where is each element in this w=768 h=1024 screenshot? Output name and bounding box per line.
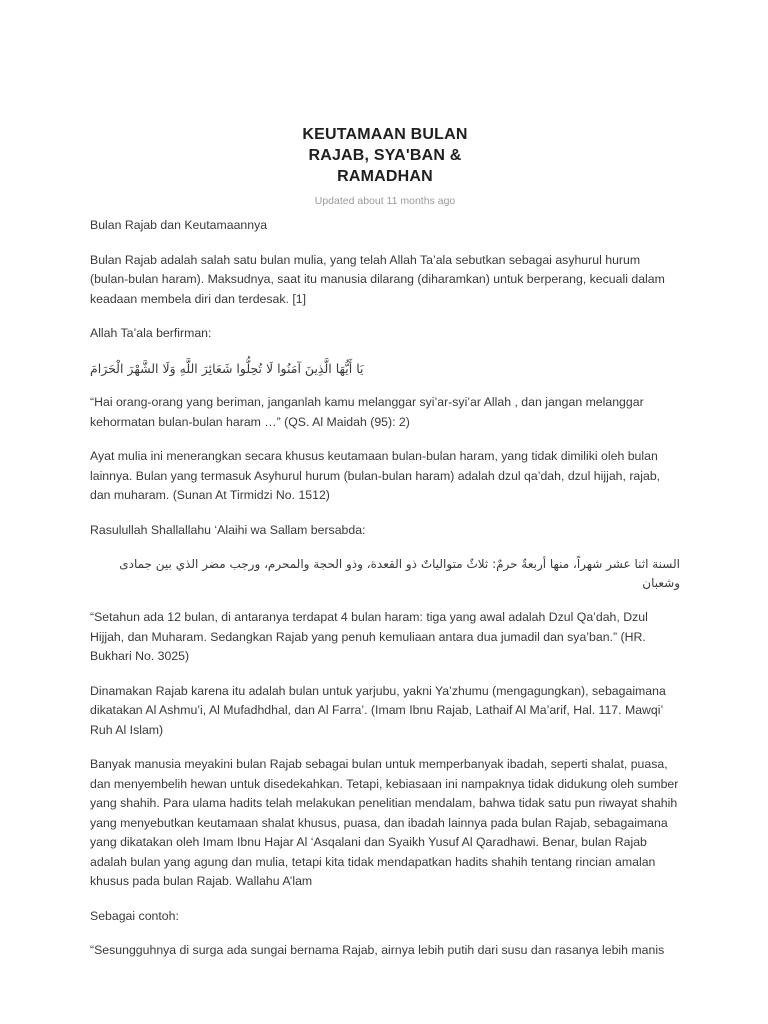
paragraph-naming: Dinamakan Rajab karena itu adalah bulan untuk yarjubu, yakni Ya’zhumu (mengagungkan), sebagaimana dikatakan Al Ashmu’i, Al Mufadhdhal, dan Al Farra’. (Imam Ibnu Rajab, Lathaif Al Ma’arif, Hal. 117. Mawqi’ Ruh Al Islam) xyxy=(90,683,666,737)
title-line-2: RAJAB, SYA'BAN & xyxy=(308,147,462,164)
paragraph-hadith-translation: “Setahun ada 12 bulan, di antaranya terdapat 4 bulan haram: tiga yang awal adalah Dzul Qa’dah, Dzul Hijjah, dan Muharam. Sedangkan Rajab yang penuh kemuliaan antara dua jumadil dan sya’ban.” (HR. Bukhari No. 3025) xyxy=(90,610,648,663)
paragraph-example-label: Sebagai contoh: xyxy=(90,908,179,923)
arabic-hadith: السنة اثنا عشر شهراً، منها أربعةٌ حرمٌ: ثلاثٌ متوالياتٌ ذو القعدة، وذو الحجة والمحرم، ورجب مضر الذي بين جمادى وشعبان xyxy=(119,557,680,590)
paragraph-firman: Allah Ta’ala berfirman: xyxy=(90,326,212,340)
section-heading: Bulan Rajab dan Keutamaannya xyxy=(90,218,268,232)
paragraph-translation: “Hai orang-orang yang beriman, janganlah kamu melanggar syi’ar-syi’ar Allah , dan jangan melanggar kehormatan bulan-bulan haram …” (QS. Al Maidah (95): 2) xyxy=(90,395,644,429)
updated-timestamp: Updated about 11 months ago xyxy=(314,195,456,207)
document-page xyxy=(90,0,680,976)
paragraph-sabda: Rasulullah Shallallahu ‘Alaihi wa Sallam bersabda: xyxy=(90,522,366,537)
paragraph-belief: Banyak manusia meyakini bulan Rajab sebagai bulan untuk memperbanyak ibadah, seperti shalat, puasa, dan menyembelih hewan untuk disedekahkan. Tetapi, kebiasaan ini nampaknya tidak didukung oleh sumber yang shahih. Para ulama hadits telah melakukan penelitian mendalam, bahwa tidak satu pun riwayat shahih yang menyebutkan keutamaan shalat khusus, puasa, dan ibadah lainnya pada bulan Rajab, sebagaimana yang dikatakan oleh Imam Ibnu Hajar Al ‘Asqalani dan Syaikh Yusuf Al Qaradhawi. Benar, bulan Rajab adalah bulan yang agung dan mulia, tetapi kita tidak mendapatkan hadits shahih tentang rincian amalan khusus pada bulan Rajab. Wallahu A’lam xyxy=(90,757,679,888)
paragraph-ayat: Ayat mulia ini menerangkan secara khusus keutamaan bulan-bulan haram, yang tidak dimiliki oleh bulan lainnya. Bulan yang termasuk Asyhurul hurum (bulan-bulan haram) adalah dzul qa’dah, dzul hijjah, rajab, dan muharam. (Sunan At Tirmidzi No. 1512) xyxy=(90,449,661,502)
arabic-verse: يَا أَيُّهَا الَّذِينَ آمَنُوا لَا تُحِلُّوا شَعَائِرَ اللَّهِ وَلَا الشَّهْرَ الْحَرَامَ xyxy=(90,360,364,376)
title-line-1: KEUTAMAAN BULAN xyxy=(302,126,468,143)
paragraph-example-quote: “Sesungguhnya di surga ada sungai bernama Rajab, airnya lebih putih dari susu dan rasanya lebih manis xyxy=(90,943,665,957)
document-title xyxy=(90,124,680,187)
title-line-3: RAMADHAN xyxy=(337,168,433,185)
document-body xyxy=(90,216,680,961)
paragraph-intro: Bulan Rajab adalah salah satu bulan mulia, yang telah Allah Ta’ala sebutkan sebagai asyhurul hurum (bulan-bulan haram). Maksudnya, saat itu manusia dilarang (diharamkan) untuk berperang, kecuali dalam keadaan membela diri dan terdesak. [1] xyxy=(90,252,665,306)
